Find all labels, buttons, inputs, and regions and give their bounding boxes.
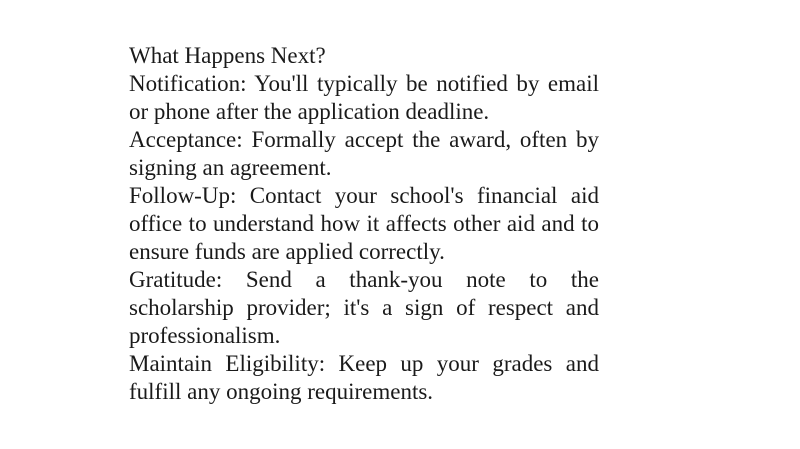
- paragraph-acceptance: Acceptance: Formally accept the award, often by signing an agreement.: [129, 127, 599, 180]
- paragraph-notification: Notification: You'll typically be notified by email or phone after the application deadline.: [129, 71, 599, 124]
- paragraph-follow-up: Follow-Up: Contact your school's financial aid office to understand how it affects other aid and to ensure funds are applied correctly.: [129, 183, 599, 264]
- paragraph-gratitude: Gratitude: Send a thank-you note to the scholarship provider; it's a sign of respect and professionalism.: [129, 267, 599, 348]
- section-heading: What Happens Next?: [129, 43, 326, 68]
- paragraph-maintain-eligibility: Maintain Eligibility: Keep up your grades and fulfill any ongoing requirements.: [129, 351, 599, 404]
- document-body: [129, 42, 599, 406]
